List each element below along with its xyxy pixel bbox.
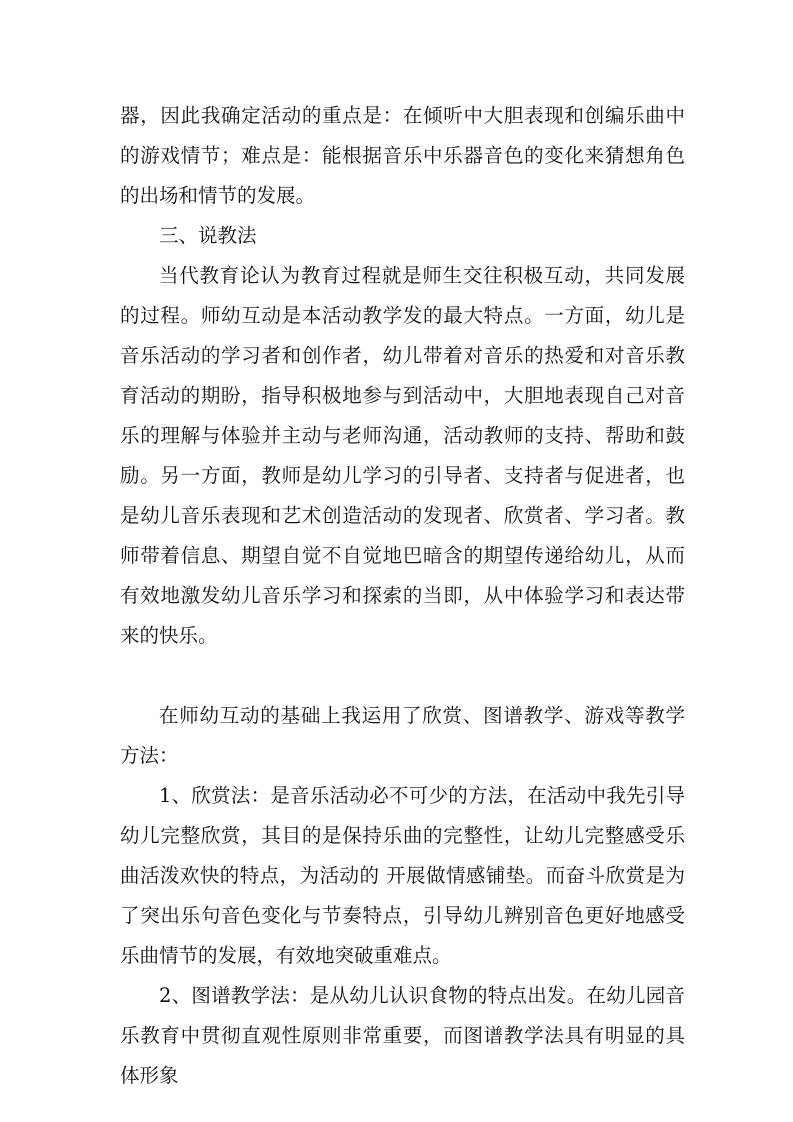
document-body <box>120 96 685 1096</box>
paragraph-appreciation-method: 1、欣赏法：是音乐活动必不可少的方法，在活动中我先引导幼儿完整欣赏，其目的是保持乐曲的完整性，让幼儿完整感受乐曲活泼欢快的特点，为活动的 开展做情感铺垫。而奋斗欣赏是为了突出乐句音色变化与节奏特点，引导幼儿辨别音色更好地感受乐曲情节的发展，有效地突破重难点。 <box>120 784 685 967</box>
section-heading-teaching-methods: 三、说教法 <box>159 224 257 247</box>
paragraph-teacher-child-interaction: 当代教育论认为教育过程就是师生交往积极互动，共同发展的过程。师幼互动是本活动教学发的最大特点。一方面，幼儿是音乐活动的学习者和创作者，幼儿带着对音乐的热爱和对音乐教育活动的期盼，指导积极地参与到活动中，大胆地表现自己对音乐的理解与体验并主动与老师沟通，活动教师的支持、帮助和鼓励。另一方面，教师是幼儿学习的引导者、支持者与促进者，也是幼儿音乐表现和艺术创造活动的发现者、欣赏者、学习者。教师带着信息、期望自觉不自觉地巴暗含的期望传递给幼儿，从而有效地激发幼儿音乐学习和探索的当即，从中体验学习和表达带来的快乐。 <box>120 264 685 647</box>
paragraph-spacer <box>120 656 685 696</box>
paragraph-graphic-score-method: 2、图谱教学法：是从幼儿认识食物的特点出发。在幼儿园音乐教育中贯彻直观性原则非常重要，而图谱教学法具有明显的具体形象 <box>120 984 685 1087</box>
paragraph-key-points: 器，因此我确定活动的重点是：在倾听中大胆表现和创编乐曲中的游戏情节；难点是：能根据音乐中乐器音色的变化来猜想角色的出场和情节的发展。 <box>120 104 685 207</box>
paragraph-methods-intro: 在师幼互动的基础上我运用了欣赏、图谱教学、游戏等教学方法： <box>120 704 685 767</box>
